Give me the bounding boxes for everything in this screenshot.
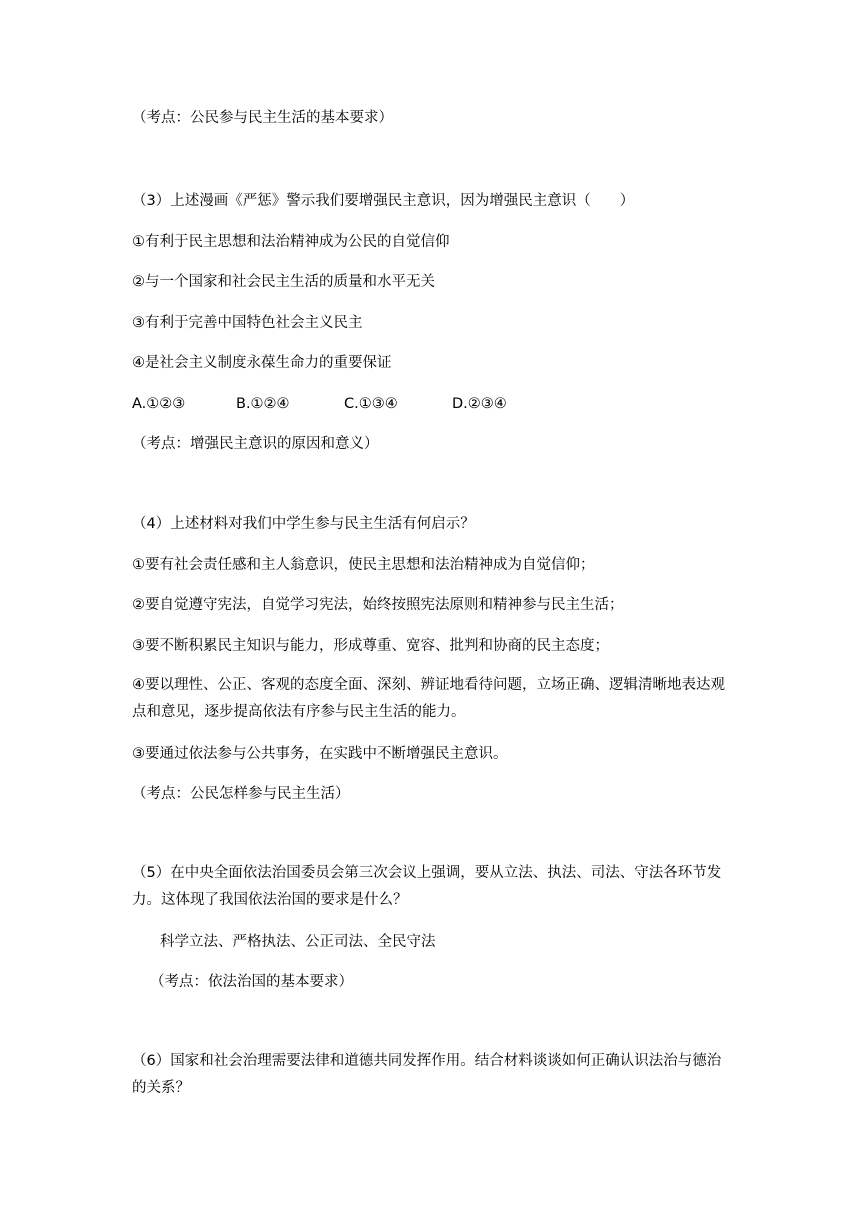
q6-stem: （6）国家和社会治理需要法律和道德共同发挥作用。结合材料谈谈如何正确认识法治与德治的关系？ bbox=[132, 1053, 722, 1096]
q3-item-2: ②与一个国家和社会民主生活的质量和水平无关 bbox=[132, 274, 435, 290]
kaodian-basic-requirements: （考点：公民参与民主生活的基本要求） bbox=[132, 110, 393, 126]
q5-kaodian: （考点：依法治国的基本要求） bbox=[150, 974, 353, 990]
q3-options bbox=[132, 394, 507, 414]
q3-stem: （3）上述漫画《严惩》警示我们要增强民主意识，因为增强民主意识（ ） bbox=[132, 193, 635, 209]
q4-stem: （4）上述材料对我们中学生参与民主生活有何启示？ bbox=[132, 516, 475, 532]
q4-item-3: ③要不断积累民主知识与能力，形成尊重、宽容、批判和协商的民主态度； bbox=[132, 638, 609, 654]
q3-item-3: ③有利于完善中国特色社会主义民主 bbox=[132, 315, 363, 331]
q4-item-1: ①要有社会责任感和主人翁意识，使民主思想和法治精神成为自觉信仰； bbox=[132, 557, 595, 573]
q3-option-d: D.②③④ bbox=[452, 396, 507, 412]
q4-kaodian: （考点：公民怎样参与民主生活） bbox=[132, 786, 350, 802]
q5-stem: （5）在中央全面依法治国委员会第三次会议上强调，要从立法、执法、司法、守法各环节发力。这体现了我国依法治国的要求是什么？ bbox=[132, 865, 722, 908]
q5-answer: 科学立法、严格执法、公正司法、全民守法 bbox=[160, 934, 436, 950]
q4-item-4: ④要以理性、公正、客观的态度全面、深刻、辨证地看待问题，立场正确、逻辑清晰地表达观点和意见，逐步提高依法有序参与民主生活的能力。 bbox=[132, 677, 725, 720]
q3-item-1: ①有利于民主思想和法治精神成为公民的自觉信仰 bbox=[132, 234, 450, 250]
q4-item-2: ②要自觉遵守宪法，自觉学习宪法，始终按照宪法原则和精神参与民主生活； bbox=[132, 597, 624, 613]
q3-option-b: B.①②④ bbox=[236, 396, 290, 412]
q3-item-4: ④是社会主义制度永葆生命力的重要保证 bbox=[132, 355, 392, 371]
q3-kaodian: （考点：增强民主意识的原因和意义） bbox=[132, 436, 379, 452]
q3-option-a: A.①②③ bbox=[132, 396, 186, 412]
q4-item-5: ③要通过依法参与公共事务，在实践中不断增强民主意识。 bbox=[132, 746, 508, 762]
q3-option-c: C.①③④ bbox=[344, 396, 398, 412]
